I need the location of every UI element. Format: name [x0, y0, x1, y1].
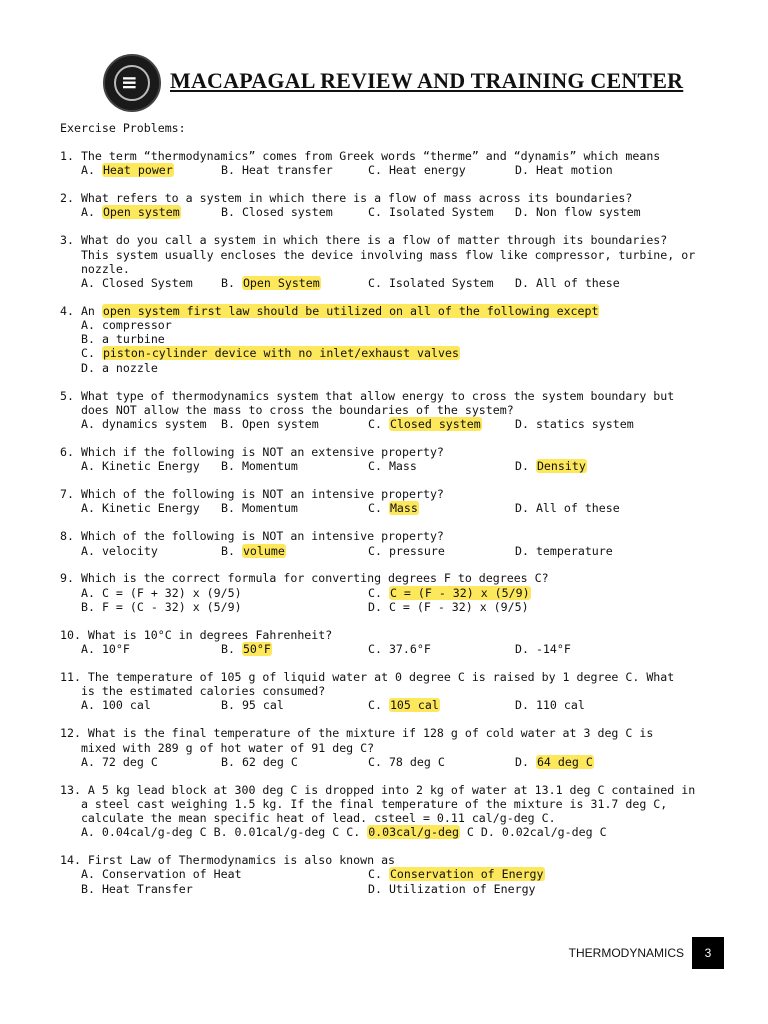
question-text: 10. What is 10°C in degrees Fahrenheit? — [60, 627, 333, 642]
answer-option — [81, 361, 158, 375]
option-letter: C. — [368, 163, 389, 178]
answer-option — [221, 417, 319, 431]
option-letter: A. — [81, 163, 102, 178]
option-text: 95 cal — [241, 698, 284, 713]
option-letter: D. — [515, 459, 536, 474]
option-text: a nozzle — [101, 360, 158, 375]
option-text: Conservation of Heat — [101, 867, 242, 882]
option-letter: C. — [368, 416, 389, 431]
answer-option — [368, 755, 445, 769]
option-letter: D. — [81, 360, 102, 375]
answer-option — [221, 276, 321, 290]
option-letter: C. — [368, 754, 389, 769]
options-row — [60, 867, 740, 881]
question-gap — [60, 656, 740, 670]
page-number: 3 — [692, 937, 724, 969]
highlighted-answer: Heat power — [102, 163, 173, 178]
answer-option — [81, 318, 172, 332]
question-gap — [60, 516, 740, 530]
question-block — [60, 726, 740, 769]
question-text: nozzle. — [60, 261, 130, 276]
option-text: Heat energy — [388, 163, 466, 178]
option-letter: C. — [368, 501, 389, 516]
answer-option — [81, 698, 151, 712]
question-text: 5. What type of thermodynamics system that allow energy to cross the system boundary but — [60, 388, 675, 403]
option-text: compressor — [101, 318, 172, 333]
question-text: 9. Which is the correct formula for converting degrees F to degrees C? — [60, 571, 549, 586]
option-text: Kinetic Energy — [101, 501, 200, 516]
question-gap — [60, 431, 740, 445]
logo-mark: ≡ — [121, 70, 136, 94]
option-letter: B. — [81, 599, 102, 614]
answer-option — [81, 205, 181, 219]
question-gap — [60, 220, 740, 234]
answer-option — [221, 755, 298, 769]
highlighted-answer: Density — [536, 459, 586, 474]
options-row — [60, 755, 740, 769]
option-letter: D. — [515, 698, 536, 713]
option-text: a turbine — [101, 332, 165, 347]
answer-option — [368, 205, 494, 219]
answer-option — [368, 867, 545, 881]
highlighted-answer: Mass — [389, 501, 418, 516]
options-row — [60, 417, 740, 431]
option-text: Mass — [388, 459, 417, 474]
option-letter: A. — [81, 754, 102, 769]
answer-option — [368, 544, 445, 558]
answer-option — [515, 698, 585, 712]
option-letter: D. — [515, 205, 536, 220]
option-text: Closed system — [241, 205, 333, 220]
question-block — [60, 628, 740, 656]
highlighted-answer: Conservation of Energy — [389, 867, 544, 882]
exercise-content — [60, 121, 740, 896]
option-letter: B. — [221, 698, 242, 713]
answer-option — [515, 417, 634, 431]
option-text: Non flow system — [535, 205, 641, 220]
question-block — [60, 529, 740, 557]
option-letter: B. — [221, 501, 242, 516]
option-text: Momentum — [241, 501, 298, 516]
option-letter: C. — [368, 205, 389, 220]
answer-option — [81, 642, 130, 656]
question-block — [60, 571, 740, 614]
answer-option — [81, 882, 193, 896]
option-letter: A. — [81, 275, 102, 290]
option-letter: A. — [81, 459, 102, 474]
answer-option — [81, 276, 193, 290]
options-row — [60, 642, 740, 656]
option-letter: A. — [81, 205, 102, 220]
answer-option — [81, 459, 200, 473]
option-letter: C. — [368, 642, 389, 657]
answer-option — [221, 698, 284, 712]
answer-option — [515, 205, 641, 219]
highlighted-answer: 64 deg C — [536, 754, 593, 769]
options-row — [60, 332, 740, 346]
option-letter: A. — [81, 642, 102, 657]
answer-option — [368, 882, 536, 896]
option-text: All of these — [535, 501, 620, 516]
option-letter: A. — [81, 585, 102, 600]
question-gap — [60, 769, 740, 783]
option-text: 0.02cal/g-deg C — [501, 825, 607, 840]
option-text: Closed System — [101, 275, 193, 290]
highlighted-answer: piston-cylinder device with no inlet/exhaust valves — [102, 346, 459, 361]
options-row — [60, 163, 740, 177]
question-block — [60, 853, 740, 896]
option-letter: D. — [515, 416, 536, 431]
option-text: 110 cal — [535, 698, 585, 713]
option-text: Isolated System — [388, 275, 494, 290]
question-text: is the estimated calories consumed? — [60, 684, 326, 699]
answer-option — [515, 163, 613, 177]
option-suffix: C — [459, 825, 474, 840]
options-row — [60, 882, 740, 896]
options-row — [60, 459, 740, 473]
options-row — [60, 205, 740, 219]
option-letter: B. — [221, 543, 242, 558]
option-text: Heat transfer — [241, 163, 333, 178]
options-row — [60, 276, 740, 290]
answer-option — [221, 642, 272, 656]
question-gap — [60, 839, 740, 853]
question-gap — [60, 558, 740, 572]
question-text: 7. Which of the following is NOT an intensive property? — [60, 487, 444, 502]
highlighted-answer: volume — [242, 543, 285, 558]
question-gap — [60, 177, 740, 191]
option-letter: C. — [81, 346, 102, 361]
option-text: Isolated System — [388, 205, 494, 220]
answer-option — [221, 544, 286, 558]
option-letter: C. — [368, 275, 389, 290]
option-text: 10°F — [101, 642, 130, 657]
options-row — [60, 318, 740, 332]
footer-subject: THERMODYNAMICS — [568, 946, 684, 960]
highlighted-answer: 50°F — [242, 642, 271, 657]
option-letter: B. — [221, 416, 242, 431]
answer-option — [81, 600, 242, 614]
option-letter: C. — [368, 543, 389, 558]
option-text: Utilization of Energy — [388, 881, 536, 896]
option-text: 100 cal — [101, 698, 151, 713]
question-text: a steel cast weighing 1.5 kg. If the final temperature of the mixture is 31.7 deg C, — [60, 796, 668, 811]
answer-option — [221, 205, 333, 219]
option-letter: B. — [81, 881, 102, 896]
question-block — [60, 783, 740, 840]
option-text: All of these — [535, 275, 620, 290]
option-letter: B. — [221, 642, 242, 657]
option-letter: D. — [368, 599, 389, 614]
intro-heading: Exercise Problems: — [60, 121, 186, 135]
option-letter: B. — [221, 459, 242, 474]
option-letter: B. — [221, 275, 242, 290]
question-gap — [60, 713, 740, 727]
answer-option — [515, 459, 587, 473]
highlighted-text: open system first law should be utilized on all of the following except — [102, 303, 599, 318]
question-text: mixed with 289 g of hot water of 91 deg C? — [60, 740, 375, 755]
options-row — [60, 600, 740, 614]
option-letter: C. — [368, 585, 389, 600]
answer-option — [81, 332, 165, 346]
question-block — [60, 670, 740, 713]
option-letter: D. — [515, 754, 536, 769]
option-text: 0.01cal/g-deg C — [234, 825, 340, 840]
question-block — [60, 191, 740, 219]
answer-option — [81, 755, 158, 769]
question-text: 2. What refers to a system in which there is a flow of mass across its boundaries? — [60, 191, 633, 206]
option-text: Kinetic Energy — [101, 459, 200, 474]
option-letter: B. — [213, 825, 235, 840]
question-block — [60, 304, 740, 375]
answer-option — [515, 642, 571, 656]
question-gap — [60, 614, 740, 628]
page-header — [100, 52, 700, 112]
option-letter: D. — [515, 543, 536, 558]
answer-option — [221, 501, 298, 515]
option-text: velocity — [101, 543, 158, 558]
answer-option — [368, 459, 417, 473]
answer-option — [368, 642, 431, 656]
option-letter: B. — [81, 332, 102, 347]
option-text: C = (F - 32) x (9/5) — [388, 599, 529, 614]
option-text: C = (F + 32) x (9/5) — [101, 585, 242, 600]
answer-option — [81, 417, 207, 431]
question-text: calculate the mean specific heat of lead. csteel = 0.11 cal/g-deg C. — [60, 811, 556, 826]
option-text: temperature — [535, 543, 613, 558]
option-text: Heat Transfer — [101, 881, 193, 896]
question-text: 11. The temperature of 105 g of liquid water at 0 degree C is raised by 1 degree C. What — [60, 670, 675, 685]
option-text: statics system — [535, 416, 634, 431]
answer-option — [221, 459, 298, 473]
option-text: 78 deg C — [388, 754, 445, 769]
option-text: pressure — [388, 543, 445, 558]
question-text: 6. Which if the following is NOT an extensive property? — [60, 444, 444, 459]
option-text: Heat motion — [535, 163, 613, 178]
option-letter: D. — [515, 642, 536, 657]
option-letter: D. — [368, 881, 389, 896]
option-text: 37.6°F — [388, 642, 431, 657]
option-text: 72 deg C — [101, 754, 158, 769]
question-block — [60, 233, 740, 290]
answer-option — [368, 276, 494, 290]
option-letter: D. — [515, 275, 536, 290]
question-gap — [60, 473, 740, 487]
answer-option — [81, 586, 242, 600]
question-text — [60, 304, 740, 318]
option-letter: C. — [368, 698, 389, 713]
option-letter: C. — [368, 867, 389, 882]
answer-option — [368, 586, 531, 600]
question-text: This system usually encloses the device involving mass flow like compressor, turbine, or — [60, 247, 696, 262]
options-row — [60, 825, 740, 839]
option-letter: B. — [221, 754, 242, 769]
page-title: MACAPAGAL REVIEW AND TRAINING CENTER — [170, 68, 684, 93]
options-row — [60, 346, 740, 360]
option-letter: A. — [81, 867, 102, 882]
highlighted-answer: Open system — [102, 205, 180, 220]
answer-option — [81, 501, 200, 515]
option-letter: A. — [81, 543, 102, 558]
option-letter: A. — [81, 698, 102, 713]
answer-option — [368, 417, 482, 431]
question-gap — [60, 375, 740, 389]
answer-option — [368, 600, 529, 614]
question-block — [60, 389, 740, 432]
option-letter: C. — [346, 825, 368, 840]
option-text: 62 deg C — [241, 754, 298, 769]
answer-option — [368, 501, 419, 515]
options-row — [60, 361, 740, 375]
answer-option — [515, 755, 594, 769]
question-text: 8. Which of the following is NOT an intensive property? — [60, 529, 444, 544]
options-row — [60, 586, 740, 600]
answer-option — [81, 544, 158, 558]
answer-option — [368, 163, 466, 177]
highlighted-answer: Open System — [242, 275, 320, 290]
option-text: dynamics system — [101, 416, 207, 431]
option-letter: A. — [80, 825, 102, 840]
options-row — [60, 698, 740, 712]
question-gap — [60, 290, 740, 304]
option-text: F = (C - 32) x (5/9) — [101, 599, 242, 614]
options-row — [60, 544, 740, 558]
answer-option — [515, 276, 620, 290]
question-text: does NOT allow the mass to cross the boundaries of the system? — [60, 402, 514, 417]
highlighted-answer: Closed system — [389, 416, 481, 431]
option-letter: D. — [515, 501, 536, 516]
option-letter: A. — [81, 318, 102, 333]
option-letter: A. — [81, 501, 102, 516]
option-text: -14°F — [535, 642, 571, 657]
option-letter: D. — [480, 825, 502, 840]
question-text: 12. What is the final temperature of the mixture if 128 g of cold water at 3 deg C is — [60, 726, 654, 741]
question-block — [60, 445, 740, 473]
answer-option — [515, 544, 613, 558]
question-block — [60, 487, 740, 515]
option-text: Open system — [241, 416, 319, 431]
highlighted-answer: 105 cal — [389, 698, 439, 713]
option-letter: B. — [221, 163, 242, 178]
option-text: Momentum — [241, 459, 298, 474]
question-gap — [60, 135, 740, 149]
options-row — [60, 501, 740, 515]
answer-option — [81, 163, 174, 177]
option-letter: A. — [81, 416, 102, 431]
option-letter: B. — [221, 205, 242, 220]
option-letter: D. — [515, 163, 536, 178]
question-block — [60, 149, 740, 177]
option-letter: C. — [368, 459, 389, 474]
question-text: 13. A 5 kg lead block at 300 deg C is dropped into 2 kg of water at 13.1 deg C contained in — [60, 782, 696, 797]
question-text: 3. What do you call a system in which there is a flow of matter through its boundaries? — [60, 233, 668, 248]
answer-option — [368, 698, 440, 712]
question-text: 1. The term “thermodynamics” comes from Greek words “therme” and “dynamis” which means — [60, 148, 661, 163]
answer-option — [515, 501, 620, 515]
answer-option — [81, 346, 460, 360]
logo-icon — [103, 54, 161, 112]
question-text: 14. First Law of Thermodynamics is also known as — [60, 853, 396, 868]
highlighted-answer: 0.03cal/g-deg — [368, 825, 459, 840]
answer-option — [81, 867, 242, 881]
highlighted-answer: C = (F - 32) x (5/9) — [389, 585, 530, 600]
option-text: 0.04cal/g-deg C — [101, 825, 207, 840]
question-prefix: 4. An — [60, 303, 102, 318]
answer-option — [221, 163, 333, 177]
